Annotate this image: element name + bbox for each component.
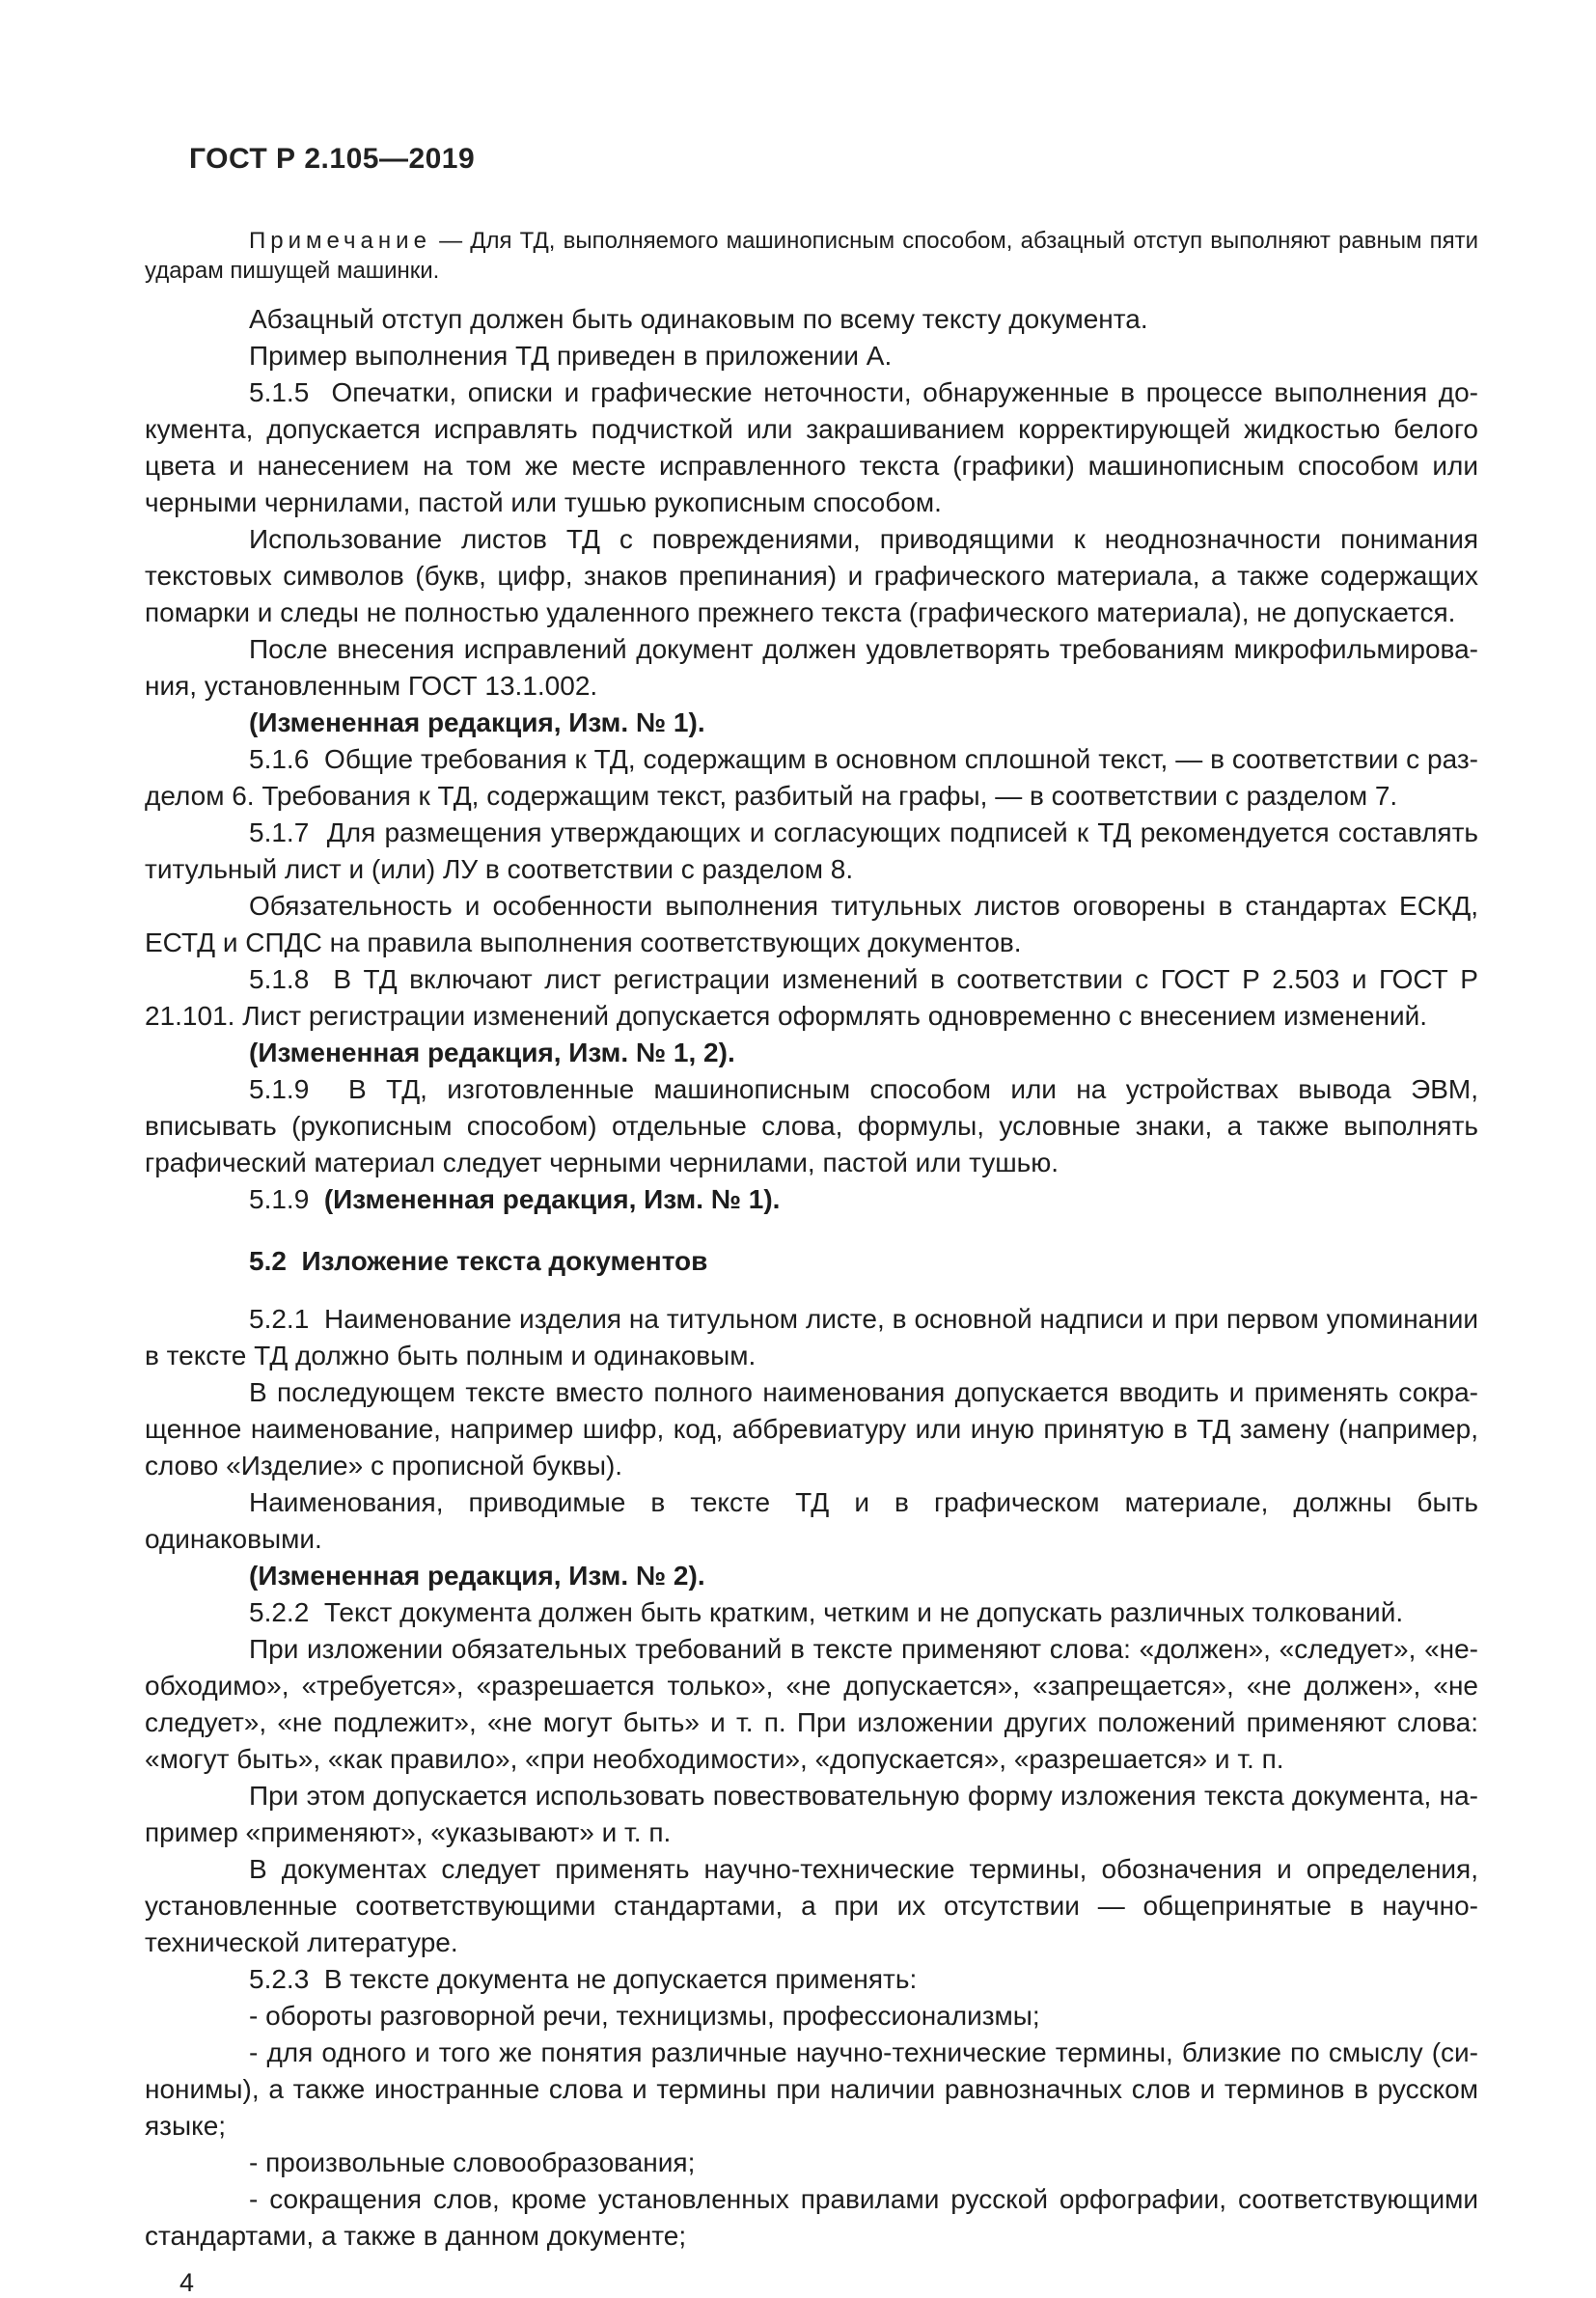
paragraph: При изложении обязательных требований в тексте применяют слова: «должен», «следует», «необходимо», «требуется», «разрешается только», «не допускается», «запрещается», «не должен», «не следует», «не подлежит», «не могут быть» и т. п. При изложении других положений применяют слова: «могут быть», «как правило», «при необходимости», «допускается», «разрешается» и т. п. xyxy=(145,1634,1486,1774)
paragraph: При этом допускается использовать повествовательную форму изложения текста документа, например «применяют», «указывают» и т. п. xyxy=(145,1781,1478,1847)
document-body xyxy=(145,226,1486,2255)
paragraph: 5.2.1 Наименование изделия на титульном листе, в основной надписи и при первом упоминании в тексте ТД должно быть полным и одинаковым. xyxy=(145,1304,1486,1370)
section-heading: 5.2 Изложение текста документов xyxy=(249,1246,708,1276)
paragraph: После внесения исправлений документ должен удовлетворять требованиям микрофильмирования, установленным ГОСТ 13.1.002. xyxy=(145,634,1478,701)
paragraph: В последующем тексте вместо полного наименования допускается вводить и применять сокращенное наименование, например шифр, код, аббревиатуру или иную принятую в ТД замену (например, слово «Изделие» с прописной буквы). xyxy=(145,1377,1486,1481)
paragraph: - произвольные словообразования; xyxy=(249,2147,696,2177)
amended-note: (Измененная редакция, Изм. № 1, 2). xyxy=(249,1038,735,1067)
amended-note: (Измененная редакция, Изм. № 2). xyxy=(249,1561,705,1591)
paragraph: 5.1.7 Для размещения утверждающих и согласующих подписей к ТД рекомендуется составлять титульный лист и (или) ЛУ в соответствии с разделом 8. xyxy=(145,817,1486,884)
paragraph: Использование листов ТД с повреждениями, приводящими к неоднозначности понимания текстовых символов (букв, цифр, знаков препинания) и графического материала, а также содержащих помарки и следы не полностью удаленного прежнего текста (графического материала), не допускается. xyxy=(145,524,1486,627)
paragraph: 5.1.5 Опечатки, описки и графические неточности, обнаруженные в процессе выполнения документа, допускается исправлять подчисткой или закрашиванием корректирующей жидкостью белого цвета и нанесением на том же месте исправленного текста (графики) машинописным способом или черными чернилами, пастой или тушью рукописным способом. xyxy=(145,377,1486,517)
page-footer xyxy=(179,2268,1478,2298)
paragraph: 5.2.2 Текст документа должен быть кратким, четким и не допускать различных толкований. xyxy=(249,1597,1404,1627)
paragraph: Обязательность и особенности выполнения титульных листов оговорены в стандартах ЕСКД, ЕСТД и СПДС на правила выполнения соответствующих документов. xyxy=(145,891,1486,957)
paragraph: Наименования, приводимые в тексте ТД и в графическом материале, должны быть одинаковыми. xyxy=(145,1487,1486,1554)
paragraph: 5.1.8 В ТД включают лист регистрации изменений в соответствии с ГОСТ Р 2.503 и ГОСТ Р 21.101. Лист регистрации изменений допускается оформлять одновременно с внесением изменений. xyxy=(145,964,1486,1031)
paragraph: В документах следует применять научно-технические термины, обозначения и определения, установленные соответствующими стандартами, а при их отсутствии — общепринятые в научно-технической литературе. xyxy=(145,1854,1486,1957)
paragraph: 5.2.3 В тексте документа не допускается применять: xyxy=(249,1964,918,1994)
paragraph: 5.1.6 Общие требования к ТД, содержащим в основном сплошной текст, — в соответствии с разделом 6. Требования к ТД, содержащим текст, разбитый на графы, — в соответствии с разделом 7. xyxy=(145,744,1478,811)
clause-number: 5.1.9 xyxy=(249,1184,324,1214)
note-paragraph xyxy=(145,226,1485,286)
paragraph: 5.1.9 В ТД, изготовленные машинописным способом или на устройствах вывода ЭВМ, вписывать (рукописным способом) отдельные слова, формулы, условные знаки, а также выполнять графический материал следует черными чернилами, пастой или тушью. xyxy=(145,1074,1486,1177)
paragraph xyxy=(145,1181,1478,1218)
note-text: — Для ТД, выполняемого машинописным способом, абзацный отступ выполняют равным пяти ударам пишущей машинки. xyxy=(145,228,1485,284)
amended-note: (Измененная редакция, Изм. № 1). xyxy=(249,707,705,737)
note-label: Примечание xyxy=(249,228,431,254)
paragraph: Пример выполнения ТД приведен в приложении А. xyxy=(249,341,893,371)
amended-note: (Измененная редакция, Изм. № 1). xyxy=(323,1184,781,1214)
paragraph: Абзацный отступ должен быть одинаковым по всему тексту документа. xyxy=(249,304,1148,334)
paragraph: - обороты разговорной речи, техницизмы, профессионализмы; xyxy=(249,2001,1040,2031)
paragraph: - сокращения слов, кроме установленных правилами русской орфографии, соответствующими стандартами, а также в данном документе; xyxy=(145,2184,1486,2251)
page-header xyxy=(189,141,1478,178)
standard-code: ГОСТ Р 2.105—2019 xyxy=(189,143,476,175)
page-number: 4 xyxy=(179,2268,195,2297)
paragraph: - для одного и того же понятия различные научно-технические термины, близкие по смыслу (синонимы), а также иностранные слова и термины при наличии равнозначных слов и терминов в русском языке; xyxy=(145,2037,1486,2141)
